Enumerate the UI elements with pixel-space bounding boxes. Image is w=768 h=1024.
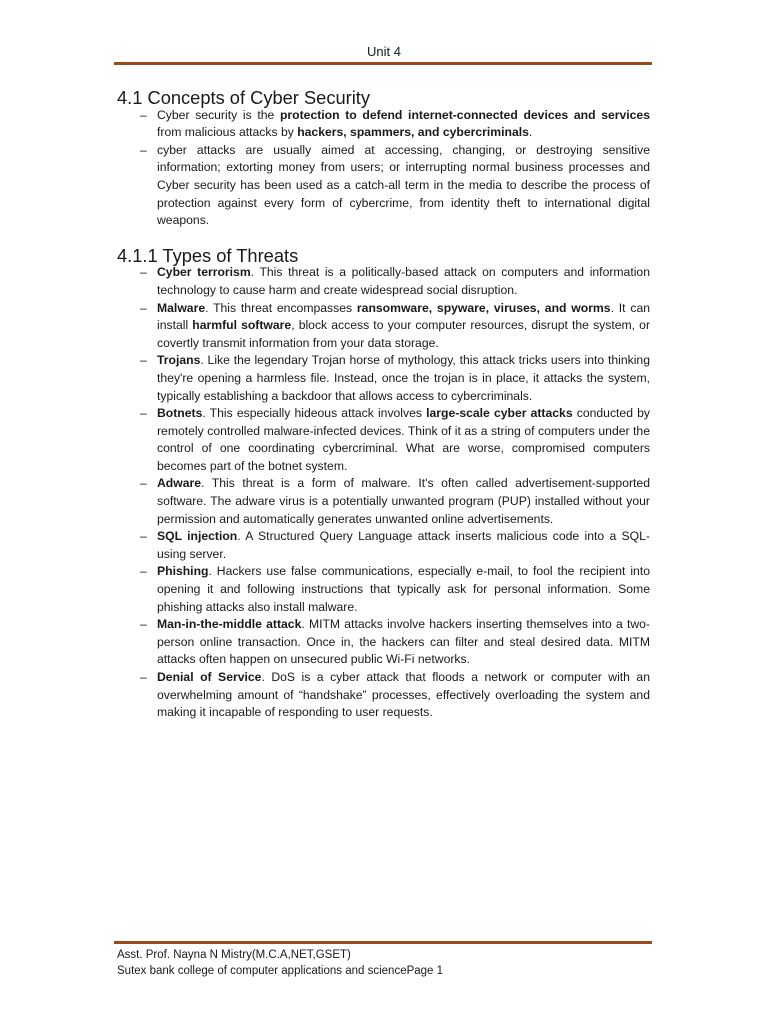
- concepts-list: [117, 107, 650, 230]
- list-item: [117, 142, 650, 230]
- list-item: [117, 352, 650, 405]
- dash-bullet: –: [140, 564, 147, 579]
- list-item: [117, 107, 650, 142]
- document-body: [117, 89, 650, 722]
- text-run: . This threat encompasses: [205, 300, 357, 315]
- bold-text: large-scale cyber attacks: [426, 406, 573, 421]
- text-run: . A Structured Query Language attack inserts malicious code into a SQL-using server.: [157, 529, 650, 561]
- page-header-title: Unit 4: [367, 44, 401, 59]
- list-item: [117, 528, 650, 563]
- text-run: from malicious attacks by: [157, 125, 298, 140]
- bold-text: ransomware, spyware, viruses, and worms: [356, 300, 611, 315]
- text-run: . This especially hideous attack involves: [202, 406, 427, 421]
- text-run: , block access to your computer resources, disrupt the system, or covertly transmit information from your data storage.: [157, 318, 651, 350]
- bold-text: Man-in-the-middle attack: [157, 617, 302, 632]
- bold-text: hackers, spammers, and cybercriminals: [297, 125, 529, 140]
- text-run: . This threat is a politically-based attack on computers and information technology to cause harm and create widespread social disruption.: [157, 265, 650, 297]
- dash-bullet: –: [140, 617, 147, 632]
- dash-bullet: –: [140, 406, 147, 421]
- text-run: cyber attacks are usually aimed at accessing, changing, or destroying sensitive information; extorting money from users; or interrupting normal business processes and Cyber security has been used as a catch-all term in the media to describe the process of protection against every form of cybercrime, from identity theft to international digital weapons.: [157, 142, 650, 228]
- text-run: . Hackers use false communications, especially e-mail, to fool the recipient into opening it and following instructions that typically ask for personal information. Some phishing attacks also install malware.: [157, 564, 650, 614]
- footer-college-page: Sutex bank college of computer applications and sciencePage 1: [117, 965, 444, 977]
- bold-text: protection to defend internet-connected devices and services: [279, 107, 650, 122]
- text-run: Cyber security is the: [157, 107, 280, 122]
- bold-text: Botnets: [157, 406, 203, 421]
- bold-text: Phishing: [157, 564, 209, 579]
- bold-text: Cyber terrorism: [157, 265, 251, 280]
- page-footer: [117, 947, 650, 979]
- text-run: .: [528, 125, 533, 140]
- footer-rule: [114, 941, 652, 944]
- section-heading-threats: 4.1.1 Types of Threats: [117, 244, 299, 266]
- section-heading-concepts: 4.1 Concepts of Cyber Security: [117, 87, 371, 108]
- list-item: [117, 264, 650, 299]
- threats-list: [117, 264, 650, 721]
- bold-text: harmful software: [192, 318, 292, 333]
- text-run: . It can install: [157, 300, 650, 333]
- dash-bullet: –: [140, 300, 147, 315]
- text-run: conducted by remotely controlled malware-infected devices. Think of it as a string of computers under the control of one coordinating cybercriminal. What are worse, compromised computers becomes part of the botnet system.: [157, 406, 650, 473]
- list-item: [117, 300, 650, 353]
- list-item: [117, 405, 650, 475]
- list-item: [117, 669, 650, 722]
- dash-bullet: –: [140, 670, 147, 684]
- list-item: [117, 563, 650, 616]
- bold-text: Trojans: [157, 353, 201, 368]
- dash-bullet: –: [140, 142, 147, 157]
- bold-text: Adware: [157, 476, 202, 491]
- bold-text: Denial of Service: [157, 670, 262, 684]
- text-run: . DoS is a cyber attack that floods a network or computer with an overwhelming amount of “handshake” processes, effectively overloading the system and making it incapable of responding to user requests.: [157, 670, 650, 720]
- text-run: . MITM attacks involve hackers inserting themselves into a two-person online transaction. Once in, the hackers can filter and steal desired data. MITM attacks often happen on unsecured public Wi-Fi networks.: [157, 617, 651, 667]
- dash-bullet: –: [140, 107, 147, 122]
- list-item: [117, 616, 650, 669]
- header-rule: [114, 62, 652, 65]
- dash-bullet: –: [140, 353, 147, 368]
- bold-text: Malware: [157, 300, 206, 315]
- footer-author: Asst. Prof. Nayna N Mistry(M.C.A,NET,GSET): [117, 949, 351, 961]
- text-run: . This threat is a form of malware. It's often called advertisement-supported software. The adware virus is a potentially unwanted program (PUP) installed without your permission and automatically generates unwanted online advertisements.: [157, 476, 650, 526]
- dash-bullet: –: [140, 476, 147, 491]
- dash-bullet: –: [140, 529, 147, 544]
- bold-text: SQL injection: [157, 529, 238, 544]
- text-run: . Like the legendary Trojan horse of mythology, this attack tricks users into thinking they're opening a harmless file. Instead, once the trojan is in place, it attacks the system, typically establishing a backdoor that allows access to cybercriminals.: [157, 353, 650, 403]
- dash-bullet: –: [140, 265, 147, 280]
- list-item: [117, 475, 650, 528]
